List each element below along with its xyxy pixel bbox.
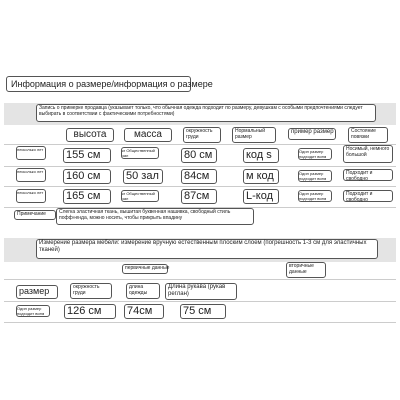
table2-row-label-text: Один размер подходит всем: [17, 306, 45, 316]
length-value-text: 74см: [127, 305, 153, 317]
row-height-text: 160 см: [66, 170, 101, 182]
col-length-text: длина одежды: [129, 284, 148, 296]
col-sleeve: [165, 283, 237, 300]
row-height-text: 165 см: [66, 190, 101, 202]
row-height-value: [63, 189, 111, 204]
col-length: [126, 283, 160, 299]
table2-header: [36, 239, 378, 259]
row-size-value: [243, 148, 279, 163]
row-state-text: Подходит и свободно: [346, 170, 373, 182]
row-divider: [4, 144, 396, 145]
row-size-text: м код: [246, 170, 274, 182]
header-state-text: Состояние повязки: [351, 128, 376, 140]
row-state-text: Подходит и свободно: [346, 191, 373, 203]
row-bust-text: 87см: [184, 190, 210, 202]
row-weight-note-text: кг Общественный зал: [122, 148, 155, 158]
row-try-note-text: Один размер подходит всем: [299, 171, 327, 181]
row-bust-value: [181, 169, 217, 184]
row-try-note: [298, 190, 332, 202]
bust-value-text: 126 см: [67, 305, 102, 317]
header-state: [348, 127, 388, 143]
col-sleeve-text: Длина рукава (рукав реглан): [168, 284, 226, 297]
row-bust-text: 80 см: [184, 149, 213, 161]
row-size-value: [243, 169, 279, 184]
row-bust-value: [181, 189, 217, 204]
col-bust-text: окружность груди: [73, 284, 100, 296]
secondary-data-label: [286, 262, 326, 278]
note-text: [56, 208, 254, 225]
row-weight-note-text: кг Общественный зал: [122, 191, 155, 201]
row-divider: [4, 186, 396, 187]
row-label: [16, 168, 46, 182]
row-bust-value: [181, 148, 217, 163]
header-normal-size: [232, 127, 276, 143]
sleeve-value: [180, 304, 226, 319]
row-weight-note: [121, 147, 159, 159]
sleeve-value-text: 75 см: [183, 305, 212, 317]
header-weight-text: масса: [134, 129, 162, 140]
row-weight-note: [121, 190, 159, 202]
table1-note-header: [36, 104, 376, 122]
row-height-value: [63, 148, 111, 163]
row-size-value: [243, 189, 279, 204]
table2-row-label: [16, 305, 50, 317]
row-state-text: Носимый, немного большой: [346, 146, 390, 158]
row-label-text: несколько лет: [17, 190, 44, 195]
row-weight-value: [123, 169, 163, 184]
length-value: [124, 304, 164, 319]
row-weight-text: 50 зал: [126, 170, 159, 182]
row-state: [343, 190, 393, 202]
header-try-size-text: пример размер: [291, 129, 334, 135]
row-try-note-text: Один размер подходит всем: [299, 191, 327, 201]
row-state: [343, 145, 393, 163]
table2-header-text: Измерение размера мебели: измерение вручную естественным плоским слоем (погрешность 1-3 см для эластичных тканей): [39, 240, 367, 253]
header-normal-size-text: Нормальный размер: [235, 128, 266, 140]
row-divider: [4, 166, 396, 167]
header-try-size: [288, 128, 336, 140]
row-height-value: [63, 169, 111, 184]
header-weight: [124, 128, 172, 142]
row-bust-text: 84см: [184, 170, 210, 182]
size-label: [16, 285, 58, 299]
row-label: [16, 189, 46, 203]
col-bust: [70, 283, 112, 299]
note-label-text: Примечание: [17, 211, 46, 217]
primary-data-text: первичные данные: [125, 265, 170, 271]
primary-data-label: [122, 264, 168, 274]
row-divider: [4, 279, 396, 280]
row-label-text: несколько лет: [17, 169, 44, 174]
row-try-note-text: Один размер подходит всем: [299, 149, 327, 159]
bust-value: [64, 304, 116, 319]
page-title-text: Информация о размере/информация о размере: [11, 79, 213, 89]
row-size-text: код s: [246, 149, 272, 161]
row-state: [343, 169, 393, 181]
row-try-note: [298, 170, 332, 182]
row-size-text: L-код: [246, 190, 274, 202]
row-height-text: 155 см: [66, 149, 101, 161]
header-bust-text: окружность груди: [186, 128, 213, 140]
secondary-data-text: вторичные данные: [289, 263, 314, 275]
table1-note-header-text: Запись о примерке продавца (указывает только, что обычная одежда подходит по размеру, девушкам с особыми предпочтениями следует выбирать в соответствии с фактическими потребностями): [39, 105, 363, 117]
row-divider: [4, 301, 396, 302]
note-label: [14, 210, 56, 220]
note-text-content: Слегка эластичная ткань, вышитая буквенная нашивка, свободный стиль пофф»енда, можно носить, чтобы прикрыть впадину: [59, 209, 231, 221]
header-height: [66, 128, 114, 142]
row-label-text: несколько лет: [17, 147, 44, 152]
size-label-text: размер: [19, 286, 50, 296]
page-title: [6, 76, 213, 92]
row-divider: [4, 322, 396, 323]
header-height-text: высота: [73, 129, 107, 140]
row-try-note: [298, 148, 332, 160]
row-label: [16, 146, 46, 160]
header-bust: [183, 127, 221, 143]
